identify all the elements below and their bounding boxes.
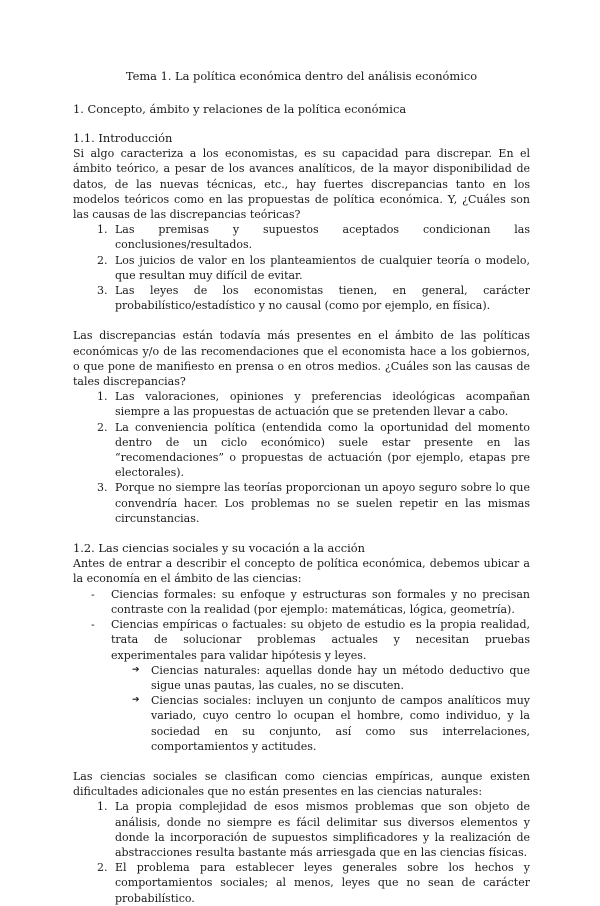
list-item: 1. La propia complejidad de esos mismos problemas que son objeto de análisis, donde no siempre es fácil delimitar sus diversos elementos y donde la incorporación de supuestos simplificadores y la realización de abstracciones resulta bastante más arriesgada que en las ciencias físicas.: [111, 799, 530, 860]
list-item: [111, 587, 530, 617]
intro-paragraph: Si algo caracteriza a los economistas, es su capacidad para discrepar. En el ámbito teórico, a pesar de los avances analíticos, de la mayor disponibilidad de datos, de las nuevas técnicas, etc., hay fuertes discrepancias tanto en los modelos teóricos como en las propuestas de política económica. Y, ¿Cuáles son las causas de las discrepancias teóricas?: [73, 147, 530, 222]
list-item: 1. Las valoraciones, opiniones y preferencias ideológicas acompañan siempre a las propuestas de actuación que se pretenden llevar a cabo.: [111, 389, 530, 419]
policy-causes-list: [73, 389, 530, 526]
list-item: 3. Porque no siempre las teorías proporcionan un apoyo seguro sobre lo que convendría hacer. Los problemas no se suelen repetir en las mismas circunstancias.: [111, 480, 530, 526]
difficulties-list: [73, 799, 530, 905]
list-item: 2. Los juicios de valor en los planteamientos de cualquier teoría o modelo, que resultan muy difícil de evitar.: [111, 253, 530, 283]
list-item: ➔ Ciencias naturales: aquellas donde hay un método deductivo que sigue unas pautas, las cuales, no se discuten.: [151, 663, 530, 693]
list-item-text: Ciencias empíricas o factuales: su objeto de estudio es la propia realidad, trata de solucionar problemas actuales y necesitan pruebas experimentales para validar hipótesis y leyes.: [111, 618, 530, 662]
list-item-text: Ciencias formales: su enfoque y estructuras son formales y no precisan contraste con la realidad (por ejemplo: matemáticas, lógica, geometría).: [111, 587, 530, 616]
subsection-heading-1-1: 1.1. Introducción: [73, 131, 173, 145]
list-item: 2. El problema para establecer leyes generales sobre los hechos y comportamientos sociales; al menos, leyes que no sean de carácter probabilístico.: [111, 860, 530, 906]
social-sciences-paragraph: Las ciencias sociales se clasifican como ciencias empíricas, aunque existen dificultades adicionales que no están presentes en las ciencias naturales:: [73, 769, 530, 799]
list-item: 2. La conveniencia política (entendida como la oportunidad del momento dentro de un ciclo económico) suele estar presente en las “recomendaciones” o propuestas de actuación (por ejemplo, etapas pre electorales).: [111, 420, 530, 481]
science-types-list: [73, 587, 530, 754]
sciences-paragraph: Antes de entrar a describir el concepto de política económica, debemos ubicar a la economía en el ámbito de las ciencias:: [73, 557, 530, 586]
subsection-heading-1-2: 1.2. Las ciencias sociales y su vocación a la acción: [73, 541, 365, 556]
list-item: 1. Las premisas y supuestos aceptados condicionan las conclusiones/resultados.: [111, 222, 530, 252]
list-item: [111, 617, 530, 754]
document-title: Tema 1. La política económica dentro del análisis económico: [125, 69, 478, 83]
list-item: ➔ Ciencias sociales: incluyen un conjunto de campos analíticos muy variado, cuyo centro lo ocupan el hombre, como individuo, y la sociedad en su conjunto, así como sus interrelaciones, comportamientos y actitudes.: [151, 693, 530, 754]
list-item: 3. Las leyes de los economistas tienen, en general, carácter probabilístico/estadístico y no causal (como por ejemplo, en física).: [111, 283, 530, 313]
section-heading-1: 1. Concepto, ámbito y relaciones de la política económica: [73, 102, 407, 116]
theory-causes-list: [73, 222, 530, 313]
policy-paragraph: Las discrepancias están todavía más presentes en el ámbito de las políticas económicas y/o de las recomendaciones que el economista hace a los gobiernos, o que pone de manifiesto en prensa o en otros medios. ¿Cuáles son las causas de tales discrepancias?: [73, 329, 530, 389]
empirical-types-list: [111, 663, 530, 754]
